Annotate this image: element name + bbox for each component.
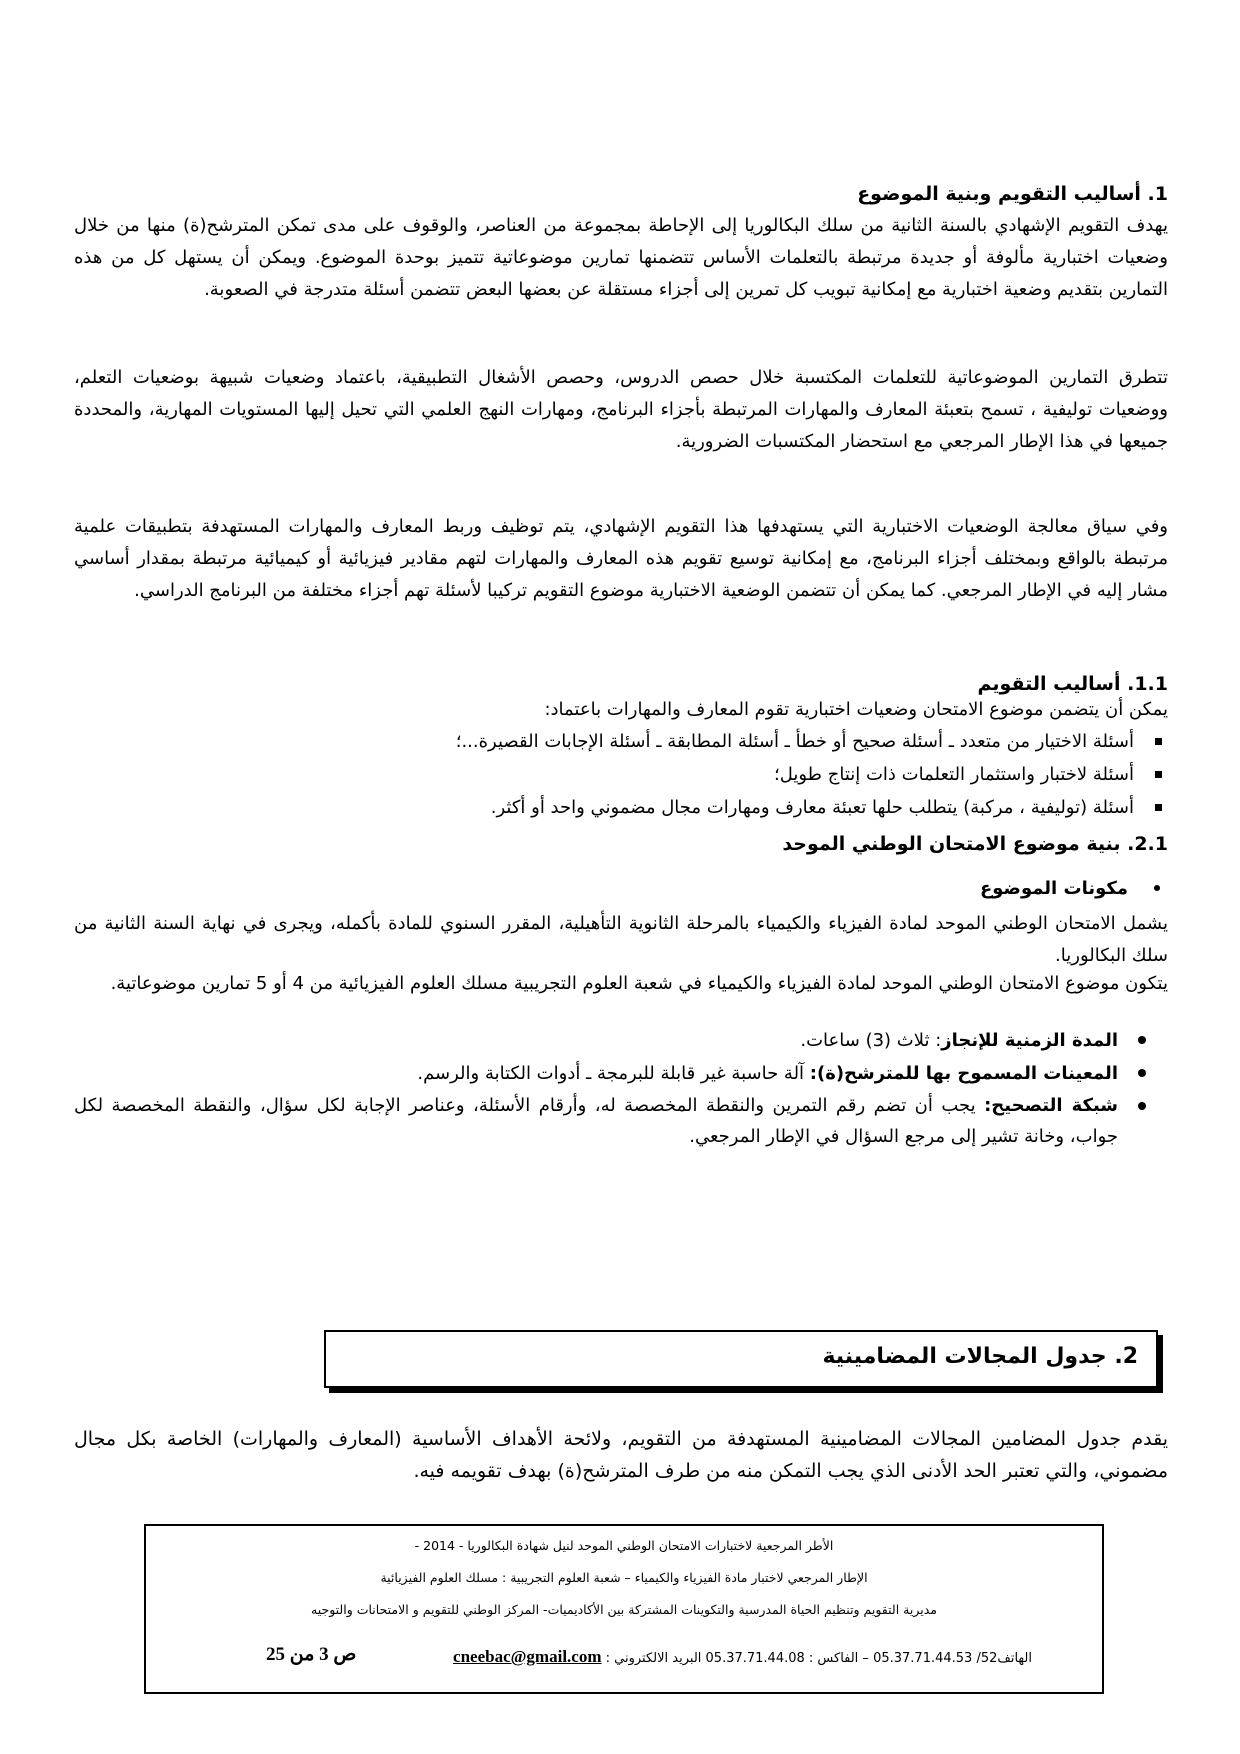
footer-line-3: مديرية التقويم وتنظيم الحياة المدرسية والتكوينات المشتركة بين الأكاديميات- المركز الوطني للتقويم و الامتحانات والتوجيه	[311, 1602, 937, 1617]
section-2-title-box	[324, 1330, 1158, 1388]
footer-contact-text: الهاتف52/ 05.37.71.44.53 – الفاكس : 05.37.71.44.08 البريد الالكتروني :	[605, 1651, 1032, 1666]
section-2-1-title: 2.1. بنية موضوع الامتحان الوطني الموحد	[782, 833, 1168, 855]
list-item: أسئلة الاختيار من متعدد ـ أسئلة صحيح أو خطأ ـ أسئلة المطابقة ـ أسئلة الإجابات القصيرة...؛	[74, 725, 1168, 758]
list-item: أسئلة (توليفية ، مركبة) يتطلب حلها تعبئة معارف ومهارات مجال مضموني واحد أو أكثر.	[74, 791, 1168, 824]
section-2-paragraph: يقدم جدول المضامين المجالات المضامينية المستهدفة من التقويم، ولائحة الأهداف الأساسية (المعارف والمهارات) الخاصة بكل مجال مضموني، والتي تعتبر الحد الأدنى الذي يجب التمكن منه من طرف المترشح(ة) بهدف تقويمه فيه.	[74, 1428, 1168, 1482]
section-1-1-intro: يمكن أن يتضمن موضوع الامتحان وضعيات اختبارية تقوم المعارف والمهارات باعتماد:	[544, 699, 1168, 720]
components-heading	[74, 872, 1168, 905]
section-2-1-paragraph-2: يتكون موضوع الامتحان الوطني الموحد لمادة الفيزياء والكيمياء في شعبة العلوم التجريبية مسلك العلوم الفيزيائية من 4 أو 5 تمارين موضوعاتية.	[110, 973, 1168, 994]
grading-grid-item	[74, 1090, 1152, 1152]
list-item: أسئلة لاختبار واستثمار التعلمات ذات إنتاج طويل؛	[74, 758, 1168, 791]
section-1-1-title: 1.1. أساليب التقويم	[977, 673, 1168, 695]
section-2-1-paragraph-1: يشمل الامتحان الوطني الموحد لمادة الفيزياء والكيمياء بالمرحلة الثانوية التأهيلية، المقرر السنوي للمادة بأكمله، ويجرى في نهاية السنة الثانية من سلك البكالوريا.	[74, 913, 1168, 966]
page-number: ص 3 من 25	[266, 1644, 357, 1665]
grading-grid-label: شبكة التصحيح:	[984, 1095, 1118, 1116]
section-1-paragraph-1: يهدف التقويم الإشهادي بالسنة الثانية من سلك البكالوريا إلى الإحاطة بمجموعة من العناصر، والوقوف على مدى تمكن المترشح(ة) منها من خلال وضعيات اختبارية مألوفة أو جديدة مرتبطة بالتعلمات الأساس تتضمنها تمارين موضوعاتية تتميز بوحدة الموضوع. ويمكن أن يستهل كل من هذه التمارين بتقديم وضعية اختبارية مع إمكانية تبويب كل تمرين إلى أجزاء مستقلة عن بعضها البعض تتضمن أسئلة متدرجة في الصعوبة.	[74, 215, 1168, 300]
exam-details-list	[74, 1024, 1152, 1152]
allowed-aids-label: المعينات المسموح بها للمترشح(ة):	[809, 1063, 1118, 1084]
duration-item	[74, 1024, 1152, 1057]
page-footer	[144, 1524, 1104, 1694]
grading-grid-value: يجب أن تضم رقم التمرين والنقطة المخصصة له، وأرقام الأسئلة، وعناصر الإجابة لكل سؤال، والنقطة المخصصة لكل جواب، وخانة تشير إلى مرجع السؤال في الإطار المرجعي.	[74, 1095, 1118, 1147]
footer-line-1: الأطر المرجعية لاختبارات الامتحان الوطني الموحد لنيل شهادة البكالوريا - 2014 -	[414, 1538, 834, 1553]
evaluation-methods-list	[74, 725, 1168, 824]
section-1-paragraph-2: تتطرق التمارين الموضوعاتية للتعلمات المكتسبة خلال حصص الدروس، وحصص الأشغال التطبيقية، باعتماد وضعيات شبيهة بوضعيات التعلم، ووضعيات توليفية ، تسمح بتعبئة المعارف والمهارات المرتبطة بأجزاء البرنامج، ومهارات النهج العلمي التي تحيل إليها المستويات المهارية، والمحددة جميعها في هذا الإطار المرجعي مع استحضار المكتسبات الضرورية.	[74, 367, 1168, 452]
section-1-paragraph-3: وفي سياق معالجة الوضعيات الاختبارية التي يستهدفها هذا التقويم الإشهادي، يتم توظيف وربط المعارف والمهارات المستهدفة بتطبيقات علمية مرتبطة بالواقع وبمختلف أجزاء البرنامج، مع إمكانية توسيع تقويم هذه المعارف والمهارات لتهم مقادير فيزيائية أو كيميائية مرتبطة بمقدار أساسي مشار إليه في الإطار المرجعي. كما يمكن أن تتضمن الوضعية الاختبارية موضوع التقويم تركيبا لأسئلة تهم أجزاء مختلفة من البرنامج الدراسي.	[74, 516, 1168, 601]
document-page	[74, 0, 1168, 1754]
components-label: مكونات الموضوع	[74, 872, 1168, 905]
allowed-aids-value: آلة حاسبة غير قابلة للبرمجة ـ أدوات الكتابة والرسم.	[417, 1063, 810, 1084]
footer-line-2: الإطار المرجعي لاختبار مادة الفيزياء والكيمياء – شعبة العلوم التجريبية : مسلك العلوم الفيزيائية	[380, 1570, 868, 1585]
footer-contact	[146, 1643, 1102, 1667]
duration-value: : ثلاث (3) ساعات.	[800, 1030, 942, 1051]
footer-email-link[interactable]: cneebac@gmail.com	[453, 1647, 602, 1666]
section-2-title: 2. جدول المجالات المضامينية	[822, 1344, 1138, 1369]
duration-label: المدة الزمنية للإنجاز	[941, 1030, 1118, 1051]
section-1-title: 1. أساليب التقويم وبنية الموضوع	[857, 183, 1168, 205]
allowed-aids-item	[74, 1057, 1152, 1090]
